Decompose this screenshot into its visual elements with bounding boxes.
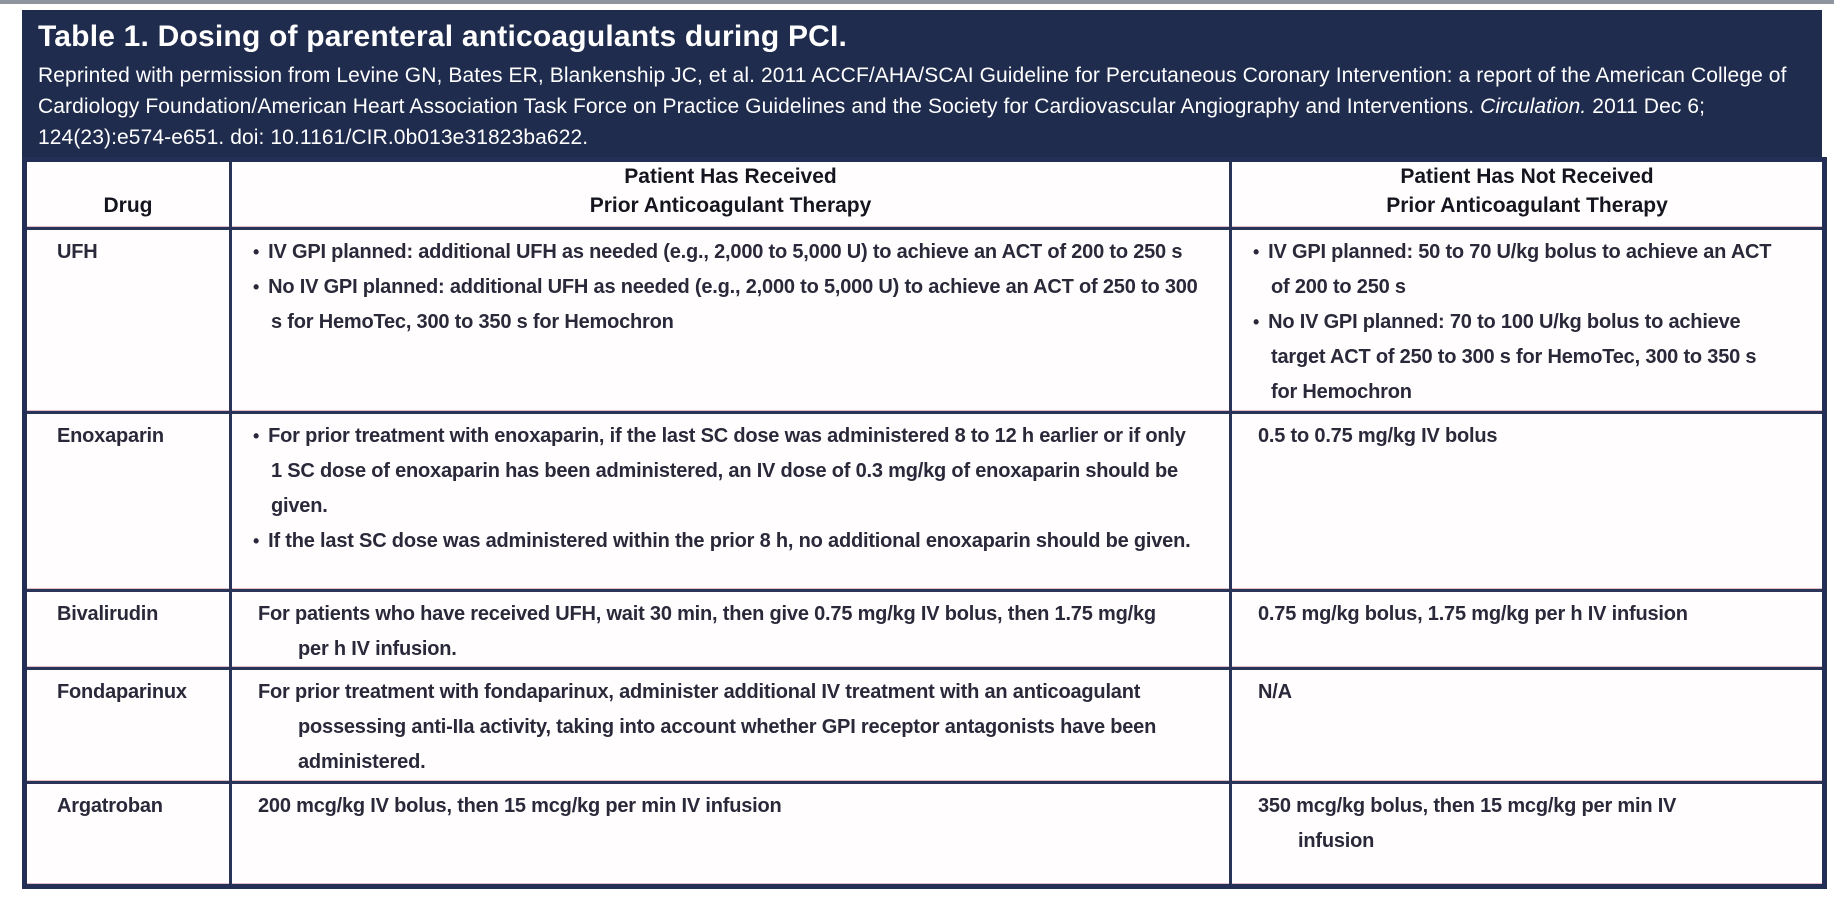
drug-name: Enoxaparin: [25, 413, 231, 591]
table-title: Table 1. Dosing of parenteral anticoagulants during PCI.: [38, 20, 848, 53]
column-header-drug: Drug: [25, 160, 231, 229]
received-cell: [231, 591, 1231, 669]
bullet-list: [232, 419, 1229, 559]
column-header-not-received-line1: Patient Has Not Received: [1400, 165, 1654, 188]
citation-journal-italic: Circulation.: [1480, 95, 1587, 118]
cell-text: 0.5 to 0.75 mg/kg IV bolus: [1258, 425, 1498, 447]
received-cell: [231, 669, 1231, 783]
column-header-not-received: [1231, 160, 1825, 229]
dosing-table-header: [25, 160, 1825, 229]
column-header-received-line2: Prior Anticoagulant Therapy: [589, 194, 872, 217]
bullet-item: • For prior treatment with enoxaparin, if the last SC dose was administered 8 to 12 h earlier or if only 1 SC dose of enoxaparin has been administered, an IV dose of 0.3 mg/kg of enoxaparin should be given.: [232, 419, 1199, 524]
cell-text: For patients who have received UFH, wait 30 min, then give 0.75 mg/kg IV bolus, then 1.75 mg/kg per h IV infusion.: [258, 603, 1156, 660]
drug-name: UFH: [25, 229, 231, 413]
not-received-cell: [1231, 413, 1825, 591]
window-top-edge: [0, 0, 1834, 4]
bullet-list: [232, 235, 1229, 340]
table-row: [25, 591, 1825, 669]
not-received-cell: [1231, 591, 1825, 669]
bullet-list: [1232, 235, 1822, 410]
drug-name: Bivalirudin: [25, 591, 231, 669]
cell-text: 200 mcg/kg IV bolus, then 15 mcg/kg per min IV infusion: [258, 795, 782, 817]
bullet-item: • IV GPI planned: 50 to 70 U/kg bolus to achieve an ACT of 200 to 250 s: [1232, 235, 1782, 305]
table-caption-panel: [22, 10, 1822, 157]
bullet-item: • No IV GPI planned: 70 to 100 U/kg bolus to achieve target ACT of 250 to 300 s for HemoTec, 300 to 350 s for Hemochron: [1232, 305, 1782, 410]
received-cell: [231, 783, 1231, 887]
dosing-table-body: [25, 229, 1825, 887]
dosing-table: [22, 157, 1827, 889]
column-header-received-line1: Patient Has Received: [624, 165, 837, 188]
table-row: [25, 229, 1825, 413]
citation-text-before: Reprinted with permission from Levine GN, Bates ER, Blankenship JC, et al. 2011 ACCF/AHA/SCAI Guideline for Percutaneous Coronary Intervention: a report of the American College of Cardiology Foundation/American Heart Association Task Force on Practice Guidelines and the Society for Cardiovascular Angiography and Interventions.: [38, 64, 1787, 118]
header-row: [25, 160, 1825, 229]
table-row: [25, 783, 1825, 887]
cell-text: For prior treatment with fondaparinux, administer additional IV treatment with an anticoagulant possessing anti-IIa activity, taking into account whether GPI receptor antagonists have been administered.: [258, 681, 1157, 773]
drug-name: Argatroban: [25, 783, 231, 887]
not-received-cell: [1231, 669, 1825, 783]
table-row: [25, 413, 1825, 591]
citation: [38, 60, 1802, 153]
not-received-cell: [1231, 783, 1825, 887]
bullet-item: • No IV GPI planned: additional UFH as needed (e.g., 2,000 to 5,000 U) to achieve an ACT of 250 to 300 s for HemoTec, 300 to 350 s for Hemochron: [232, 270, 1199, 340]
cell-text: N/A: [1258, 681, 1292, 703]
cell-text: 350 mcg/kg bolus, then 15 mcg/kg per min IV infusion: [1258, 795, 1677, 852]
column-header-received: [231, 160, 1231, 229]
column-header-not-received-line2: Prior Anticoagulant Therapy: [1386, 194, 1668, 217]
drug-name: Fondaparinux: [25, 669, 231, 783]
bullet-item: • IV GPI planned: additional UFH as needed (e.g., 2,000 to 5,000 U) to achieve an ACT of 200 to 250 s: [232, 235, 1199, 270]
cell-text: 0.75 mg/kg bolus, 1.75 mg/kg per h IV infusion: [1258, 603, 1688, 625]
received-cell: [231, 229, 1231, 413]
not-received-cell: [1231, 229, 1825, 413]
citation-text-after: 2011 Dec 6; 124(23):e574-e651. doi: 10.1161/CIR.0b013e31823ba622.: [38, 95, 1706, 149]
table-row: [25, 669, 1825, 783]
received-cell: [231, 413, 1231, 591]
bullet-item: • If the last SC dose was administered within the prior 8 h, no additional enoxaparin should be given.: [232, 524, 1199, 559]
